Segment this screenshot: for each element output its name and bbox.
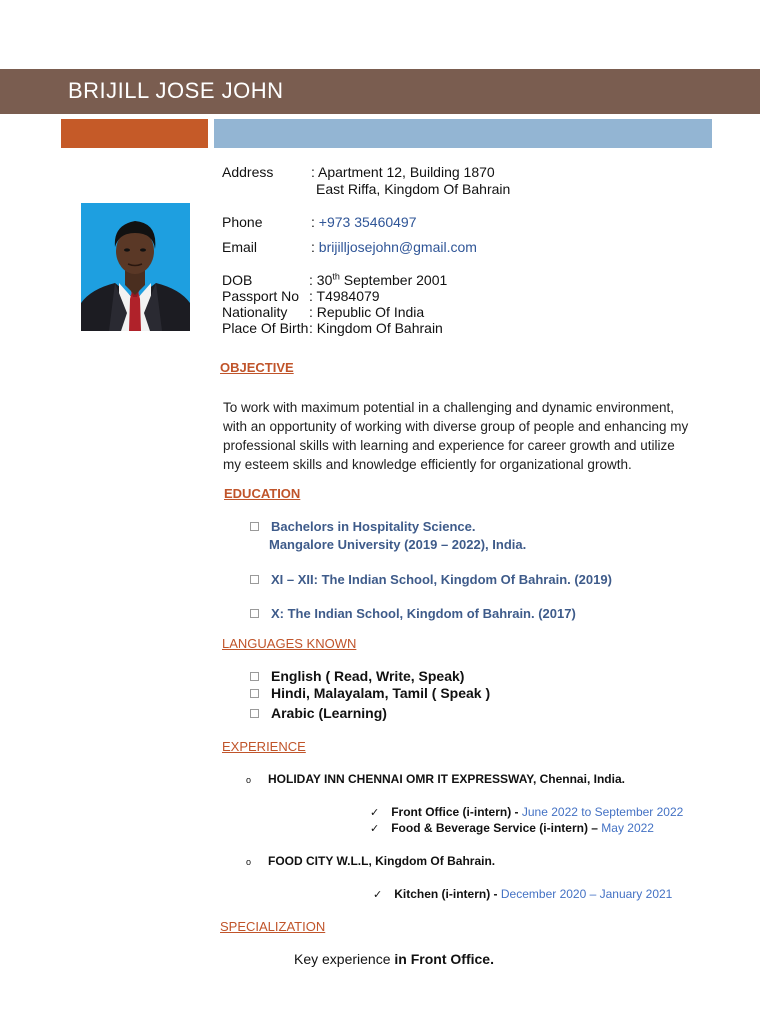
experience-role [373,887,672,901]
bullet-box-icon [250,522,259,531]
dob-value [309,272,447,288]
passport-label: Passport No [222,288,300,304]
role-dates: June 2022 to September 2022 [521,805,684,819]
role-title: Front Office (i-intern) - [391,805,522,819]
accent-bar-orange [61,119,208,148]
accent-bar-blue [214,119,712,148]
bullet-box-icon [250,689,259,698]
role-dates: December 2020 – January 2021 [500,887,673,901]
place-of-birth-value: : Kingdom Of Bahrain [309,320,443,336]
role-title: Food & Beverage Service (i-intern) – [391,821,602,835]
languages-title: LANGUAGES KNOWN [222,636,357,651]
address-label: Address [222,164,274,180]
objective-title: OBJECTIVE [220,360,294,375]
specialization-title: SPECIALIZATION [220,919,326,934]
phone-row [311,214,417,230]
specialization-prefix: Key experience [294,951,395,967]
education-school-x: X: The Indian School, Kingdom of Bahrain. (2017) [271,606,576,621]
specialization-highlight: in Front Office. [394,951,494,967]
experience-role [370,805,683,819]
language-item [250,705,387,721]
education-item [250,519,475,534]
address-line-2: East Riffa, Kingdom Of Bahrain [316,181,511,197]
check-icon: ✓ [373,889,383,901]
education-school-xii: XI – XII: The Indian School, Kingdom Of Bahrain. (2019) [271,572,612,587]
dob-ordinal: th [332,271,340,282]
education-university: Mangalore University (2019 – 2022), India. [269,537,527,552]
phone-value[interactable]: +973 35460497 [318,214,417,230]
language-hindi-malayalam-tamil: Hindi, Malayalam, Tamil ( Speak ) [271,685,491,701]
check-icon: ✓ [370,807,380,819]
bullet-circle-icon: o [246,775,252,785]
language-english: English ( Read, Write, Speak) [271,668,465,684]
experience-title: EXPERIENCE [222,739,306,754]
role-title: Kitchen (i-intern) - [394,887,501,901]
language-arabic: Arabic (Learning) [271,705,387,721]
dob-label: DOB [222,272,253,288]
dob-prefix: : 30 [309,272,333,288]
bullet-circle-icon: o [246,857,252,867]
experience-employer-food-city: FOOD CITY W.L.L, Kingdom Of Bahrain. [268,854,496,868]
bullet-box-icon [250,709,259,718]
education-item [250,572,612,587]
phone-label: Phone [222,214,263,230]
bullet-box-icon [250,575,259,584]
experience-employer-holiday-inn: HOLIDAY INN CHENNAI OMR IT EXPRESSWAY, Chennai, India. [268,772,625,786]
objective-text: To work with maximum potential in a challenging and dynamic environment, with an opportunity of working with diverse group of people and enhancing my professional skills with learning and experience for career growth and utilize my esteem skills and knowledge efficiently for organizational growth. [223,400,689,472]
email-separator: : [311,239,319,255]
email-row [311,239,477,255]
nationality-value: : Republic Of India [309,304,425,320]
nationality-label: Nationality [222,304,288,320]
education-degree: Bachelors in Hospitality Science. [271,519,476,534]
email-link[interactable]: brijilljosejohn@gmail.com [318,239,477,255]
check-icon: ✓ [370,823,380,835]
place-of-birth-label: Place Of Birth [222,320,309,336]
education-item [250,606,576,621]
education-title: EDUCATION [224,486,301,501]
profile-photo [81,203,190,331]
experience-role [370,821,654,835]
bullet-box-icon [250,672,259,681]
passport-value: : T4984079 [309,288,380,304]
address-line-1: : Apartment 12, Building 1870 [311,164,495,180]
language-item [250,668,464,684]
candidate-name: BRIJILL JOSE JOHN [68,78,284,103]
profile-photo-image [81,203,190,331]
bullet-box-icon [250,609,259,618]
phone-separator: : [311,214,319,230]
language-item [250,685,490,701]
specialization-text [294,951,494,967]
email-label: Email [222,239,258,255]
dob-suffix: September 2001 [339,272,448,288]
role-dates: May 2022 [601,821,654,835]
